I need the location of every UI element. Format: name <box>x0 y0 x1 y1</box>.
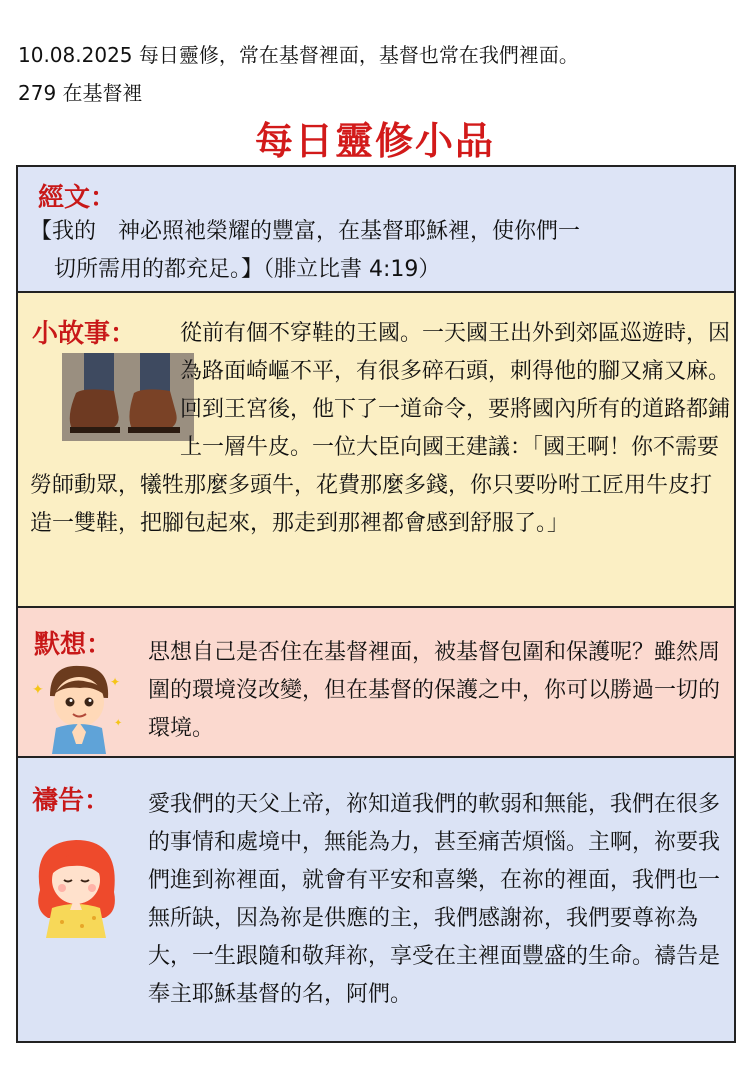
scripture-label: 經文： <box>38 183 117 213</box>
story-text <box>30 315 732 543</box>
meditation-text: 思想自己是否住在基督裡面，被基督包圍和保護呢？雖然周圍的環境沒改變，但在基督的保護之中，你可以勝過一切的環境。 <box>148 640 721 741</box>
svg-text:✦: ✦ <box>110 675 121 689</box>
scripture-line-1: 【我的 神必照祂榮耀的豐富，在基督耶穌裡，使你們一 <box>30 219 581 244</box>
svg-text:✦: ✦ <box>32 682 44 698</box>
prayer-section <box>16 758 736 1043</box>
meditation-label: 默想： <box>34 630 113 660</box>
scripture-text <box>30 213 730 289</box>
svg-text:✦: ✦ <box>114 718 123 729</box>
praying-girl-icon <box>26 830 126 940</box>
page-header <box>18 36 738 112</box>
meditation-section <box>16 608 736 758</box>
scripture-section <box>16 165 736 293</box>
header-date-line: 10.08.2025 每日靈修，常在基督裡面，基督也常在我們裡面。 <box>18 43 579 67</box>
prayer-text: 愛我們的天父上帝，祢知道我們的軟弱和無能，我們在很多的事情和處境中，無能為力，甚至痛苦煩惱。主啊，祢要我們進到祢裡面，就會有平安和喜樂，在祢的裡面，我們也一無所缺，因為祢是供應的主，我們感謝祢，我們要尊祢為大，一生跟隨和敬拜祢，享受在主裡面豐盛的生命。禱告是奉主耶穌基督的名，阿們。 <box>148 792 721 1007</box>
header-subtitle: 279 在基督裡 <box>18 81 143 105</box>
prayer-label: 禱告： <box>32 786 111 816</box>
story-label: 小故事： <box>32 319 137 349</box>
story-section <box>16 293 736 608</box>
praying-boy-icon <box>28 656 128 756</box>
story-body: 從前有個不穿鞋的王國。一天國王出外到郊區巡遊時，因為路面崎嶇不平，有很多碎石頭，刺得他的腳又痛又麻。回到王宮後，他下了一道命令，要將國內所有的道路都鋪上一層牛皮。一位大臣向國王建議：「國王啊！你不需要勞師動眾，犧牲那麼多頭牛，花費那麼多錢，你只要吩咐工匠用牛皮打造一雙鞋，把腳包起來，那走到那裡都會感到舒服了。」 <box>30 321 731 536</box>
page-title: 每日靈修小品 <box>254 119 495 163</box>
scripture-line-2: 切所需用的都充足。】（腓立比書 4:19） <box>54 257 441 282</box>
